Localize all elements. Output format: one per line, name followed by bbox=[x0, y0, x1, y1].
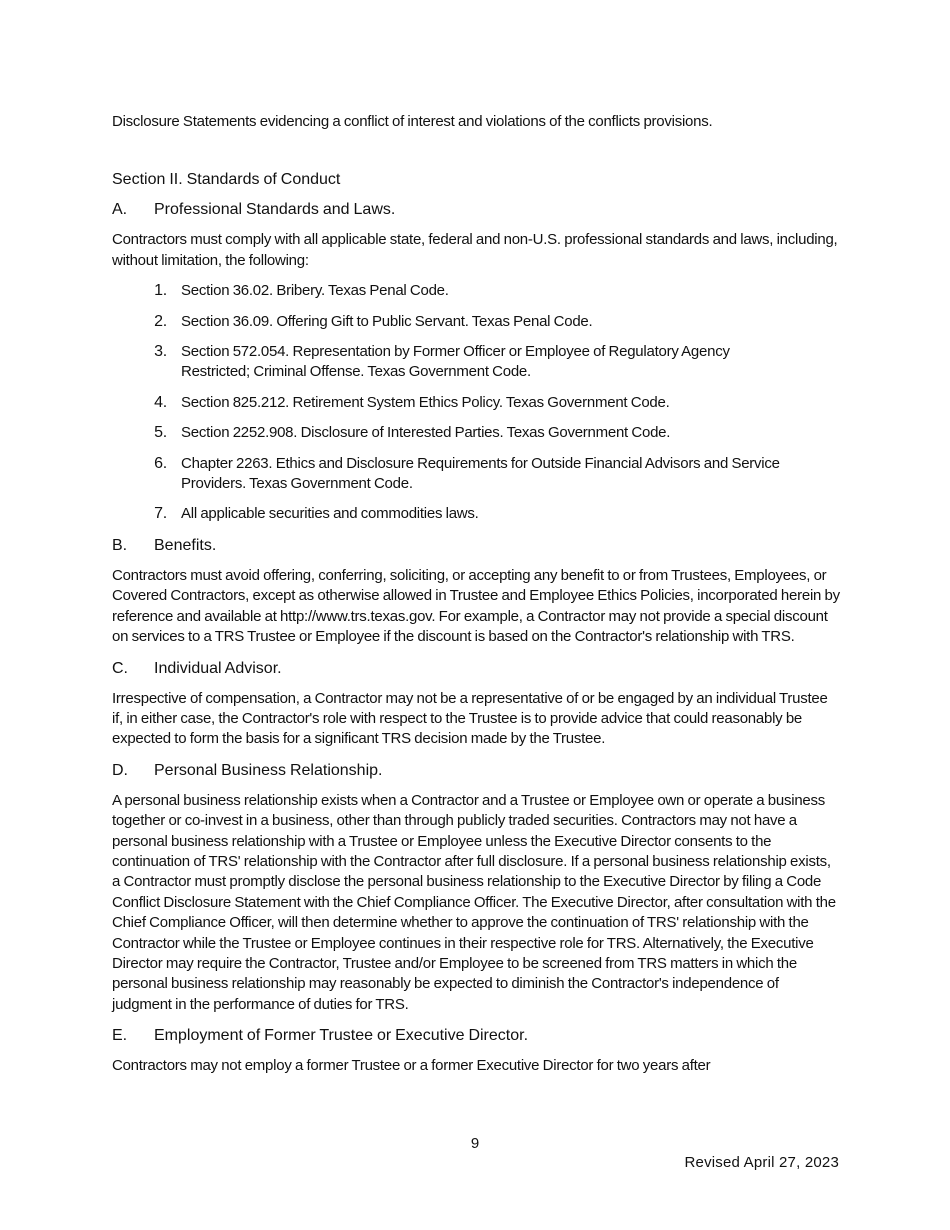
list-item-text: Section 825.212. Retirement System Ethics Policy. Texas Government Code. bbox=[181, 393, 670, 411]
subsection-heading-e bbox=[112, 1025, 840, 1047]
list-item-text: Section 36.02. Bribery. Texas Penal Code. bbox=[181, 282, 449, 300]
page-number: 9 bbox=[470, 1135, 480, 1152]
list-item-number: 2. bbox=[154, 312, 167, 330]
revision-date: Revised April 27, 2023 bbox=[684, 1154, 839, 1171]
list-item-text: Chapter 2263. Ethics and Disclosure Requirements for Outside Financial Advisors and Service Providers. Texas Government Code. bbox=[181, 454, 780, 493]
subsection-d-text: A personal business relationship exists when a Contractor and a Trustee or Employee own or operate a business together or co-invest in a business, other than through publicly traded securities. Contractors may not have a personal business relationship with a Trustee or Employee unless the Executive Director consents to the continuation of TRS' relationship with the Contractor after full disclosure. If a personal business relationship exists, a Contractor must promptly disclose the personal business relationship to the Executive Director by filing a Code Conflict Disclosure Statement with the Chief Compliance Officer. The Executive Director, after consultation with the Chief Compliance Officer, will then determine whether to approve the continuation of TRS' relationship with the Contractor while the Trustee or Employee continues in their respective role for TRS. Alternatively, the Executive Director may require the Contractor, Trustee and/or Employee to be screened from TRS matters in which the personal business relationship may reasonably be expected to diminish the Contractor's independence of judgment in the performance of duties for TRS. bbox=[112, 791, 836, 1013]
law-list bbox=[112, 281, 840, 525]
subsection-title: Employment of Former Trustee or Executive Director. bbox=[154, 1027, 529, 1045]
lead-paragraph: Disclosure Statements evidencing a conflict of interest and violations of the conflicts provisions. bbox=[112, 113, 713, 130]
list-item-number: 3. bbox=[154, 343, 167, 361]
subsection-letter: A. bbox=[112, 201, 128, 219]
list-item bbox=[112, 423, 840, 443]
subsection-heading-a bbox=[112, 199, 840, 221]
list-item bbox=[112, 454, 840, 495]
subsection-title: Professional Standards and Laws. bbox=[154, 201, 396, 219]
list-item-number: 5. bbox=[154, 424, 167, 442]
list-item-text: All applicable securities and commodities laws. bbox=[181, 505, 479, 523]
list-item-number: 1. bbox=[154, 282, 167, 300]
subsection-heading-d bbox=[112, 760, 840, 782]
list-item-number: 6. bbox=[154, 454, 167, 472]
subsection-heading-b bbox=[112, 535, 840, 557]
list-item-number: 7. bbox=[154, 505, 167, 523]
list-item-text: Section 2252.908. Disclosure of Interested Parties. Texas Government Code. bbox=[181, 424, 671, 442]
subsection-letter: E. bbox=[112, 1027, 128, 1045]
subsection-heading-c bbox=[112, 658, 840, 680]
section-title: Section II. Standards of Conduct bbox=[112, 171, 341, 189]
subsection-c-text: Irrespective of compensation, a Contractor may not be a representative of or be engaged by an individual Trustee if, in either case, the Contractor's role with respect to the Trustee is to provide advice that could reasonably be expected to form the basis for a significant TRS decision made by the Trustee. bbox=[112, 689, 828, 748]
list-item-text: Section 36.09. Offering Gift to Public Servant. Texas Penal Code. bbox=[181, 312, 593, 330]
page-body bbox=[112, 112, 840, 1087]
subsection-title: Personal Business Relationship. bbox=[154, 761, 383, 779]
subsection-b-text: Contractors must avoid offering, conferring, soliciting, or accepting any benefit to or from Trustees, Employees, or Covered Contractors, except as otherwise allowed in Trustee and Employee Ethics Policies, incorporated herein by reference and available at http://www.trs.texas.gov. For example, a Contractor may not provide a special discount on services to a TRS Trustee or Employee if the discount is based on the Contractor's relationship with TRS. bbox=[112, 566, 840, 646]
list-item bbox=[112, 342, 840, 383]
subsection-letter: D. bbox=[112, 761, 128, 779]
list-item-number: 4. bbox=[154, 393, 167, 411]
list-item bbox=[112, 281, 840, 301]
list-item bbox=[112, 504, 840, 524]
subsection-e-text: Contractors may not employ a former Trustee or a former Executive Director for two years after bbox=[112, 1057, 711, 1075]
subsection-title: Benefits. bbox=[154, 536, 217, 554]
subsection-letter: B. bbox=[112, 536, 128, 554]
subsection-a-text: Contractors must comply with all applicable state, federal and non-U.S. professional standards and laws, including, without limitation, the following: bbox=[112, 231, 838, 269]
list-item bbox=[112, 312, 840, 332]
subsection-title: Individual Advisor. bbox=[154, 659, 282, 677]
list-item bbox=[112, 393, 840, 413]
list-item-text: Section 572.054. Representation by Former Officer or Employee of Regulatory Agency Restricted; Criminal Offense. Texas Government Code. bbox=[181, 343, 730, 381]
subsection-letter: C. bbox=[112, 659, 128, 677]
